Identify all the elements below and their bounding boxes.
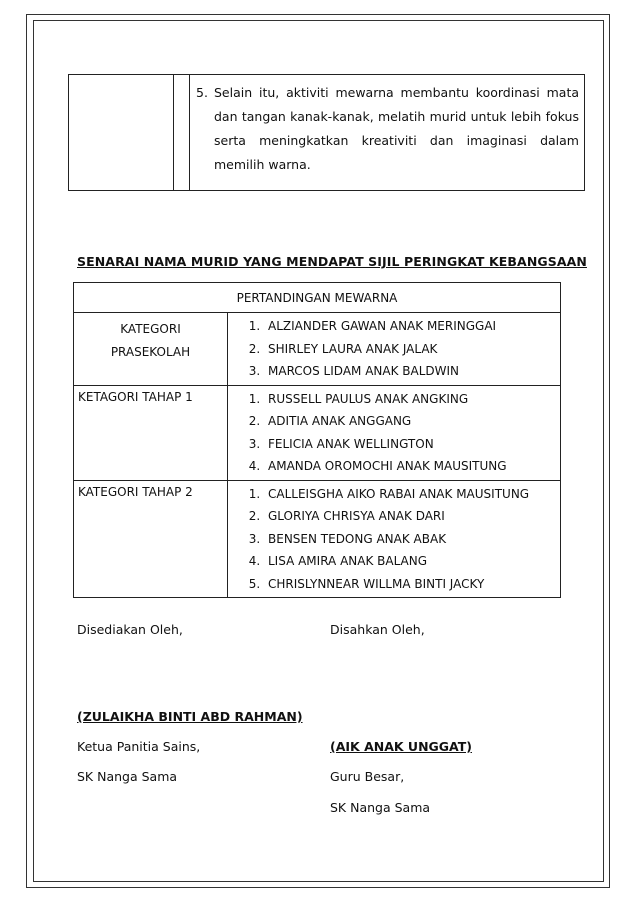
section-heading: SENARAI NAMA MURID YANG MENDAPAT SIJIL PERINGKAT KEBANGSAAN — [77, 254, 587, 269]
list-item: 4. LISA AMIRA ANAK BALANG — [264, 550, 560, 573]
table-row — [74, 385, 561, 480]
table-row — [74, 283, 561, 313]
list-item: 1. RUSSELL PAULUS ANAK ANGKING — [264, 388, 560, 411]
name-list — [228, 483, 560, 596]
category-label-line: KETAGORI TAHAP 1 — [78, 389, 193, 404]
name-list-cell — [228, 480, 561, 598]
competition-table — [73, 282, 561, 598]
list-item: 3. BENSEN TEDONG ANAK ABAK — [264, 528, 560, 551]
list-item: 5. CHRISLYNNEAR WILLMA BINTI JACKY — [264, 573, 560, 596]
point-text: Selain itu, aktiviti mewarna membantu koordinasi mata dan tangan kanak-kanak, melatih murid untuk lebih fokus serta meningkatkan kreativiti dan imaginasi dalam memilih warna. — [214, 85, 579, 172]
approved-by-school: SK Nanga Sama — [330, 800, 431, 815]
approved-by-name: (AIK ANAK UNGGAT) — [330, 739, 472, 754]
category-label-line: PRASEKOLAH — [110, 345, 191, 359]
approved-by-role: Guru Besar, — [330, 769, 405, 784]
list-item: 3. FELICIA ANAK WELLINGTON — [264, 433, 560, 456]
approved-by-label: Disahkan Oleh, — [330, 622, 425, 637]
category-label — [74, 313, 228, 386]
table-row — [74, 480, 561, 598]
point-number: 5. — [196, 85, 208, 100]
list-item: 1. CALLEISGHA AIKO RABAI ANAK MAUSITUNG — [264, 483, 560, 506]
category-label — [74, 480, 228, 598]
prepared-by-school: SK Nanga Sama — [77, 769, 178, 784]
name-list-cell — [228, 385, 561, 480]
list-item: 2. SHIRLEY LAURA ANAK JALAK — [264, 338, 560, 361]
name-list-cell — [228, 313, 561, 386]
table-divider — [189, 75, 190, 190]
name-list — [228, 388, 560, 478]
category-label — [74, 385, 228, 480]
point-item — [196, 81, 579, 177]
category-label-line: KATEGORI TAHAP 2 — [78, 484, 193, 499]
table-divider — [173, 75, 174, 190]
prepared-by-role: Ketua Panitia Sains, — [77, 739, 201, 754]
prepared-by-label: Disediakan Oleh, — [77, 622, 183, 637]
list-item: 3. MARCOS LIDAM ANAK BALDWIN — [264, 360, 560, 383]
list-item: 2. GLORIYA CHRISYA ANAK DARI — [264, 505, 560, 528]
category-label-line: KATEGORI — [120, 322, 181, 336]
list-item: 1. ALZIANDER GAWAN ANAK MERINGGAI — [264, 315, 560, 338]
list-item: 2. ADITIA ANAK ANGGANG — [264, 410, 560, 433]
table-row — [74, 313, 561, 386]
list-item: 4. AMANDA OROMOCHI ANAK MAUSITUNG — [264, 455, 560, 478]
competition-title: PERTANDINGAN MEWARNA — [74, 283, 561, 313]
name-list — [228, 315, 560, 383]
prepared-by-name: (ZULAIKHA BINTI ABD RAHMAN) — [77, 709, 303, 724]
continuation-table — [68, 74, 585, 191]
